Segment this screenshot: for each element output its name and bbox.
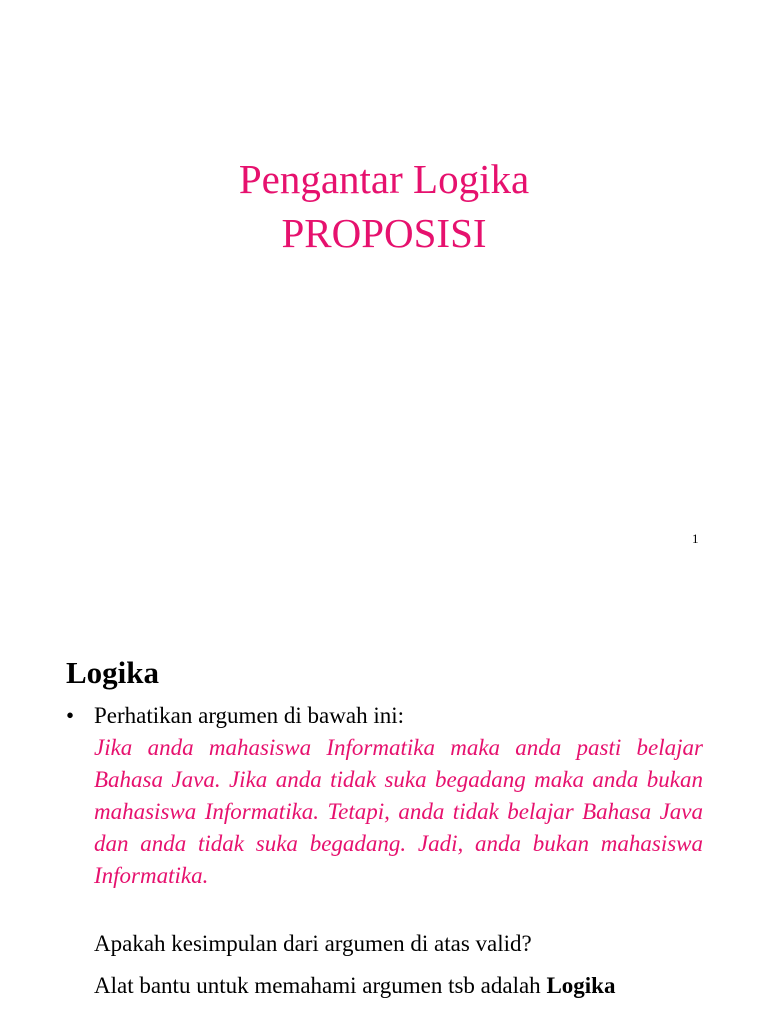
slide-title-heading (0, 152, 768, 260)
argument-text: Jika anda mahasiswa Informatika maka anda pasti belajar Bahasa Java. Jika anda tidak suka begadang maka anda bukan mahasiswa Informatika. Tetapi, anda tidak belajar Bahasa Java dan anda tidak suka begadang. Jadi, anda bukan mahasiswa Informatika. (94, 735, 703, 888)
bullet-icon: • (66, 703, 75, 728)
tool-text: Alat bantu untuk memahami argumen tsb adalah (94, 973, 547, 998)
bullet-item (66, 700, 404, 732)
tool-emphasis: Logika (546, 973, 616, 998)
page-number: 1 (692, 531, 699, 546)
title-line-2: PROPOSISI (281, 210, 487, 256)
title-line-1: Pengantar Logika (238, 156, 530, 202)
question-text: Apakah kesimpulan dari argumen di atas valid? (94, 931, 532, 956)
bullet-text: Perhatikan argumen di bawah ini: (94, 703, 404, 728)
tool-line (94, 970, 615, 1002)
section-heading: Logika (66, 655, 160, 690)
slide-logika (0, 572, 768, 1024)
